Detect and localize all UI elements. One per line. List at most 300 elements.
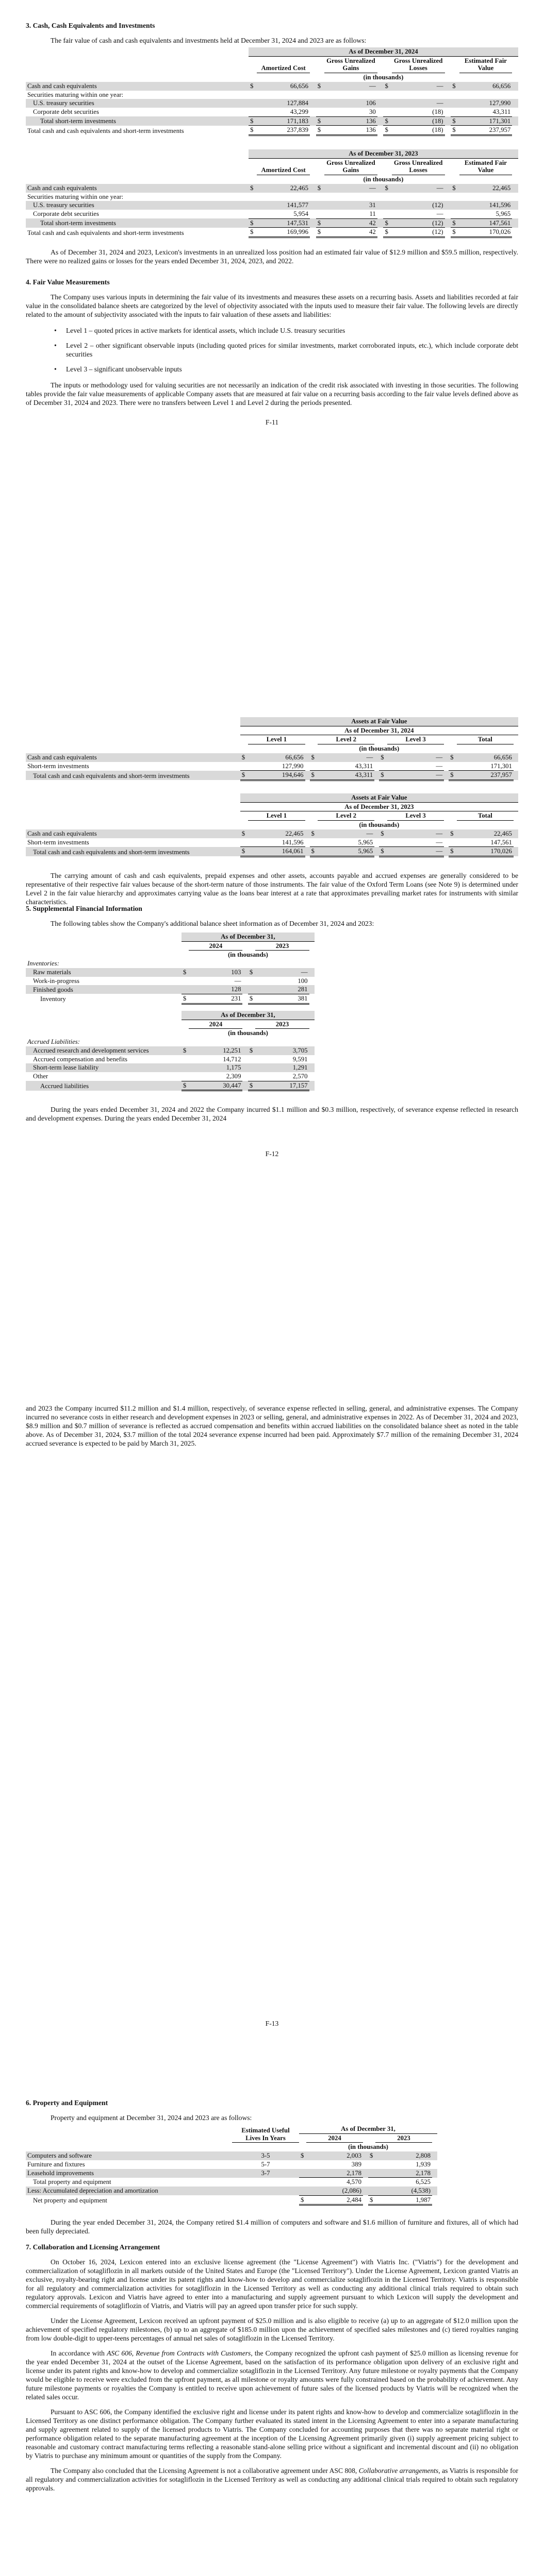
inv-cell: —	[301, 968, 308, 976]
fv24-cell: 127,990	[248, 762, 305, 771]
inv23-cell: 42	[324, 218, 377, 228]
note5-after1-text: During the years ended December 31, 2024 and 2022 the Company incurred $1.1 million and $0.3 million, respectively, of severance expense reflected in research and development expenses. During the years ended December 31, 2024	[26, 1106, 518, 1122]
table-cell	[310, 99, 316, 108]
table-cell: $	[248, 994, 256, 1004]
table-cell: $	[383, 228, 391, 238]
table-cell	[316, 201, 324, 210]
inv24-col-1: Amortized Cost	[257, 56, 310, 73]
table-cell	[242, 1046, 248, 1055]
table-cell: $	[383, 116, 391, 126]
pe-life: 5-7	[261, 2160, 270, 2168]
table-cell	[248, 941, 256, 951]
table-cell	[383, 210, 391, 218]
inv-cell: 100	[298, 977, 308, 985]
note5-heading: 5. Supplemental Financial Information	[26, 905, 142, 912]
note7-p4: Pursuant to ASC 606, the Company identified the exclusive right and license under its patent rights and know-how to develop and commercialize sotagliflozin in the Licensed Territory as one distinct performance obligation. The Company further evaluated its stated intent in the Licensing Agreement to enter into a separate manufacturing and supply agreement related to supply of the licensed products to Viatris. The Company concluded for accounting purposes that there was no separate material right or performance obligation related to the separate manufacturing agreement at the inception of the Licensing Agreement primarily given (i) supply agreement pricing subject to reasonable and customary contract manufacturing terms reflecting a reasonable stand-alone selling price without a significant and incremental discount and (ii) no obligation by Viatris to purchase any minimum amount or quantities of the supply from the Company.	[26, 2408, 518, 2460]
table-cell	[242, 994, 248, 1004]
fv24-col: Level 2	[318, 735, 374, 744]
table-cell	[299, 2160, 306, 2169]
page-number: F-11	[265, 418, 279, 426]
inv24-col-3: Gross Unrealized Losses	[392, 56, 445, 73]
table-cell	[451, 210, 459, 218]
inv24-cell: 127,884	[287, 99, 309, 107]
table-cell	[242, 941, 248, 951]
table-cell: $	[250, 82, 254, 90]
inv23-cell: (12)	[392, 228, 445, 238]
fv23-row-label: Short-term investments	[27, 839, 89, 846]
table-cell: $	[240, 847, 249, 857]
table-cell: $	[449, 847, 457, 857]
inv23-units: (in thousands)	[363, 176, 404, 183]
fv23-cell: 147,561	[457, 838, 514, 847]
acc-row-label: Accrued compensation and benefits	[33, 1055, 127, 1063]
table-cell	[445, 99, 451, 108]
inv24-cell: —	[369, 82, 376, 90]
table-cell	[432, 2160, 437, 2169]
fv23-title: Assets at Fair Value	[240, 793, 518, 802]
inv24-cell: 106	[366, 99, 376, 107]
table-cell	[249, 56, 257, 73]
table-cell	[309, 1020, 315, 1029]
inv-cell: 381	[255, 994, 309, 1004]
inv23-row-label: Total short-term investments	[40, 219, 116, 227]
table-cell	[26, 158, 249, 175]
table-cell	[182, 977, 189, 986]
inv24-cell: 171,301	[459, 116, 513, 126]
fv23-row-label: Total cash and cash equivalents and short-term investments	[33, 848, 190, 856]
page-number: F-12	[265, 1150, 279, 1158]
pe-col: 2023	[375, 2133, 432, 2143]
investments-2024-table	[26, 47, 518, 136]
pe-cell: (4,538)	[375, 2187, 432, 2195]
table-cell	[512, 158, 518, 175]
table-cell	[444, 838, 449, 847]
table-cell	[363, 2133, 368, 2143]
fv23-col: Level 2	[318, 811, 374, 821]
table-cell	[377, 201, 384, 210]
table-cell	[248, 1020, 256, 1029]
table-cell	[377, 228, 384, 238]
fv23-row-label: Cash and cash equivalents	[27, 829, 97, 837]
table-cell	[437, 2125, 518, 2133]
fv24-units: (in thousands)	[359, 745, 400, 753]
inv-cell: 128	[189, 985, 242, 994]
table-cell	[514, 811, 518, 821]
table-cell	[437, 2187, 518, 2195]
table-cell	[26, 811, 240, 821]
inv23-cell: 169,996	[257, 228, 310, 238]
table-cell	[240, 838, 249, 847]
table-cell	[368, 2178, 375, 2187]
table-cell	[182, 1020, 189, 1029]
table-cell	[309, 985, 315, 994]
table-cell	[242, 1055, 248, 1064]
inv24-cell: —	[436, 99, 443, 107]
table-cell	[374, 735, 379, 744]
table-cell	[316, 108, 324, 116]
table-cell	[377, 82, 384, 91]
acc-section-label: Accrued Liabilities:	[27, 1038, 80, 1046]
inv23-row-label: Cash and cash equivalents	[27, 184, 97, 192]
note4-section	[26, 278, 518, 408]
acc-cell: 2,570	[255, 1072, 309, 1081]
inv23-col-4: Estimated Fair Value	[459, 158, 513, 175]
table-cell	[514, 771, 518, 781]
table-cell	[449, 762, 457, 771]
table-cell	[374, 829, 379, 838]
table-cell	[310, 158, 316, 175]
table-cell	[299, 2187, 306, 2195]
table-cell: $	[370, 2152, 373, 2160]
table-cell	[363, 2178, 368, 2187]
inv24-col-4: Estimated Fair Value	[459, 56, 513, 73]
table-cell	[512, 210, 518, 218]
acc-cell: 3,705	[292, 1046, 308, 1054]
table-cell	[368, 2169, 375, 2178]
table-cell	[309, 1046, 315, 1055]
table-cell: $	[317, 82, 321, 90]
inv23-cell: 22,465	[492, 184, 511, 192]
inv23-cell: 5,965	[459, 210, 513, 218]
table-cell	[377, 158, 384, 175]
inv24-cell: 237,957	[459, 126, 513, 135]
table-cell	[26, 726, 240, 735]
note7-p5	[26, 2467, 518, 2493]
note7-heading: 7. Collaboration and Licensing Arrangement	[26, 2243, 160, 2251]
inv24-row-label: Total short-term investments	[40, 117, 116, 125]
table-cell	[248, 977, 256, 986]
table-cell	[26, 2143, 232, 2151]
table-cell: $	[368, 2195, 375, 2205]
table-cell: $	[249, 218, 257, 228]
inv-period: As of December 31,	[182, 933, 315, 941]
table-cell	[240, 735, 249, 744]
note5-after2-text: and 2023 the Company incurred $11.2 million and $1.4 million, respectively, of severance expense reflected in selling, general, and administrative expenses. The Company incurred no severance costs in either research and development expenses in 2023 or selling, general, and administrative expenses in 2022. As of December 31, 2024 and 2023, $8.9 million and $0.7 million of severance is reflected as accrued compensation and benefits within accrued liabilities on the consolidated balance sheet as noted in the table above. As of December 31, 2024, $3.7 million of the total 2024 severance expense incurred had been paid. Approximately $7.7 million of the remaining December 31, 2024 accrued severance is expected to be paid by March 31, 2025.	[26, 1404, 518, 1447]
inv23-row-label: U.S. treasury securities	[33, 201, 94, 209]
acc-col: 2024	[189, 1020, 242, 1029]
pe-units: (in thousands)	[348, 2143, 388, 2151]
table-cell: $	[240, 771, 249, 781]
inv23-cell: —	[369, 184, 376, 192]
pe-cell: 6,525	[416, 2178, 431, 2186]
inv-col: 2023	[255, 941, 309, 951]
table-cell	[182, 1072, 189, 1081]
table-cell	[310, 201, 316, 210]
fv23-cell: 22,465	[493, 829, 512, 837]
table-cell	[316, 99, 324, 108]
table-cell	[240, 811, 249, 821]
table-cell	[514, 753, 518, 762]
table-cell	[310, 116, 316, 126]
pe-cell: 4,570	[347, 2178, 361, 2186]
inv-cell: 103	[231, 968, 241, 976]
table-cell	[26, 735, 240, 744]
inv23-cell: 11	[324, 210, 377, 218]
table-cell	[432, 2133, 437, 2143]
page-f11	[0, 0, 544, 690]
fv24-cell: —	[366, 753, 373, 761]
note4-bullet: • Level 2 – other significant observable inputs (including quoted prices for similar investments, market corroborated inputs, etc.), which include corporate debt securities	[54, 341, 518, 358]
inv24-cell: 127,990	[489, 99, 511, 107]
table-cell	[309, 1081, 315, 1091]
table-cell	[309, 977, 315, 986]
pe-cell: 2,484	[306, 2195, 363, 2205]
table-cell	[449, 811, 457, 821]
note4-bullet-text: Level 3 – significant unobservable inputs	[66, 365, 182, 373]
inv-row-label: Inventory	[40, 995, 66, 1003]
table-cell: $	[249, 228, 257, 238]
table-cell	[444, 829, 449, 838]
table-cell	[445, 210, 451, 218]
page-number: F-13	[265, 2020, 279, 2027]
table-cell	[445, 126, 451, 135]
table-cell: $	[451, 116, 459, 126]
fv24-period: As of December 31, 2024	[240, 726, 518, 735]
table-cell	[514, 735, 518, 744]
table-cell	[26, 717, 240, 726]
table-cell: $	[183, 1046, 187, 1054]
inv23-cell: 31	[369, 201, 376, 209]
table-cell	[445, 82, 451, 91]
fv24-cell: 237,957	[457, 771, 514, 781]
table-cell	[242, 1081, 248, 1091]
acc-cell: 9,591	[292, 1055, 308, 1063]
inventories-table	[26, 933, 518, 1005]
acc-cell: 1,175	[226, 1064, 241, 1072]
note4-after-text: The carrying amount of cash and cash equivalents, prepaid expenses and other assets, accounts payable and accrued expenses are generally considered to be representative of their respective fair values because of the short-term nature of those instruments. The fair value of the Oxford Term Loans (see Note 9) is determined under Level 2 in the fair value hierarchy and approximates carrying value as the loans bear interest at a rate that approximates prevailing market rates for instruments with similar characteristics.	[26, 872, 518, 906]
table-cell	[248, 1072, 256, 1081]
page-f12	[0, 690, 544, 1381]
fair-value-2024-table	[26, 717, 518, 781]
table-cell	[305, 762, 310, 771]
table-cell	[232, 2143, 299, 2151]
pe-cell: (2,086)	[306, 2187, 363, 2195]
table-cell	[445, 116, 451, 126]
fv23-units: (in thousands)	[359, 821, 400, 829]
table-cell	[26, 821, 240, 829]
table-cell	[26, 47, 249, 56]
pe-cell: 2,178	[375, 2169, 432, 2178]
inv23-period: As of December 31, 2023	[249, 149, 518, 158]
inv23-col-3: Gross Unrealized Losses	[392, 158, 445, 175]
note6-after	[26, 2218, 518, 2236]
pe-row-label: Computers and software	[27, 2152, 92, 2160]
note4-p1: The Company uses various inputs in determining the fair value of its investments and measures these assets on a recurring basis. Assets and liabilities recorded at fair value in the consolidated balance sheets are categorized by the level of objectivity associated with the inputs used to measure their fair value. The following levels are directly related to the amount of subjectivity associated with the inputs to fair valuation of these assets and liabilities:	[26, 293, 518, 318]
table-cell	[248, 985, 256, 994]
inv23-cell: 141,596	[489, 201, 511, 209]
fv23-cell: 5,965	[318, 847, 374, 857]
acc-units: (in thousands)	[227, 1029, 268, 1037]
table-cell	[377, 56, 384, 73]
pe-cell: 2,808	[416, 2152, 431, 2160]
table-cell	[363, 2160, 368, 2169]
inv24-cell: (18)	[392, 116, 445, 126]
table-cell	[368, 2160, 375, 2169]
table-cell	[368, 2187, 375, 2195]
inv24-cell: 66,656	[492, 82, 511, 90]
inv-row-label: Raw materials	[33, 968, 71, 976]
table-cell	[26, 744, 240, 753]
inv24-units: (in thousands)	[363, 74, 404, 81]
table-cell: $	[241, 829, 245, 837]
table-cell	[363, 2195, 368, 2205]
inv23-col-2: Gross Unrealized Gains	[324, 158, 377, 175]
table-cell	[437, 2160, 518, 2169]
inv24-cell: 43,299	[257, 108, 310, 116]
table-cell: $	[183, 968, 187, 976]
table-cell	[432, 2151, 437, 2160]
table-cell	[445, 184, 451, 193]
fv24-row-label: Short-term investments	[27, 762, 89, 770]
pe-cell: 389	[351, 2160, 361, 2168]
table-cell	[248, 1055, 256, 1064]
inv-section-label: Inventories:	[27, 960, 59, 968]
inv23-cell: 22,465	[290, 184, 309, 192]
pe-row-label: Furniture and fixtures	[27, 2160, 85, 2168]
inv24-row-label: U.S. treasury securities	[33, 99, 94, 107]
table-cell	[309, 1063, 315, 1072]
inv23-cell: 42	[324, 228, 377, 238]
table-cell	[377, 184, 384, 193]
inv24-cell: 30	[324, 108, 377, 116]
table-cell	[249, 99, 257, 108]
inv24-row-label: Cash and cash equivalents	[27, 82, 97, 90]
table-cell: $	[299, 2195, 306, 2205]
inv24-row-label: Total cash and cash equivalents and short-term investments	[27, 127, 184, 134]
note3-after	[26, 248, 518, 266]
table-cell	[310, 126, 316, 135]
table-cell	[445, 108, 451, 116]
table-cell	[309, 941, 315, 951]
table-cell	[445, 56, 451, 73]
table-cell	[451, 108, 459, 116]
inv23-cell: —	[392, 210, 445, 218]
table-cell	[242, 968, 248, 977]
acc-row-label: Other	[33, 1073, 48, 1080]
note5-section	[26, 905, 518, 928]
table-cell: $	[249, 1046, 253, 1054]
page-f13	[0, 1381, 544, 2071]
table-cell	[249, 158, 257, 175]
table-cell	[310, 184, 316, 193]
acc-period: As of December 31,	[182, 1011, 315, 1020]
table-cell	[379, 735, 387, 744]
acc-cell: 12,251	[223, 1046, 241, 1054]
table-cell: $	[316, 126, 324, 135]
property-equipment-table	[26, 2125, 518, 2206]
table-cell	[182, 985, 189, 994]
table-cell: $	[250, 184, 254, 192]
note3-heading: 3. Cash, Cash Equivalents and Investments	[26, 22, 155, 29]
table-cell	[316, 56, 324, 73]
table-cell	[432, 2187, 437, 2195]
table-cell	[309, 1072, 315, 1081]
table-cell: $	[452, 184, 456, 192]
table-cell	[305, 753, 310, 762]
table-cell	[310, 838, 318, 847]
table-cell	[249, 91, 518, 99]
table-cell	[445, 158, 451, 175]
note6-heading: 6. Property and Equipment	[26, 2099, 108, 2107]
table-cell	[512, 228, 518, 238]
table-cell	[514, 847, 518, 857]
table-cell	[437, 2133, 518, 2143]
table-cell	[512, 126, 518, 135]
table-cell	[512, 99, 518, 108]
table-cell: $	[450, 753, 454, 761]
table-cell	[26, 793, 240, 802]
inv23-cell: 147,561	[459, 218, 513, 228]
pe-life: 3-5	[261, 2152, 270, 2160]
inv24-row-label: Corporate debt securities	[33, 108, 99, 116]
table-cell	[444, 811, 449, 821]
note3-intro: The fair value of cash and cash equivalents and investments held at December 31, 2024 and 2023 are as follows:	[51, 36, 367, 44]
table-cell: $	[379, 771, 387, 781]
note3-after-text: As of December 31, 2024 and 2023, Lexicon's investments in an unrealized loss position had an estimated fair value of $12.9 million and $59.5 million, respectively. There were no realized gains or losses for the years ended December 31, 2024, 2023, and 2022.	[26, 248, 518, 265]
fv23-cell: 5,965	[318, 838, 374, 847]
table-cell: $	[182, 994, 189, 1004]
fv24-row-label: Total cash and cash equivalents and short-term investments	[33, 772, 190, 779]
table-cell	[374, 771, 379, 781]
fv24-col: Level 3	[387, 735, 444, 744]
inv-units: (in thousands)	[227, 951, 268, 959]
table-cell	[374, 847, 379, 857]
fv24-cell: 43,311	[318, 771, 374, 781]
table-cell	[377, 108, 384, 116]
note3-section	[26, 22, 518, 45]
fair-value-2023-table	[26, 793, 518, 857]
table-cell	[444, 753, 449, 762]
accrued-liabilities-table	[26, 1011, 518, 1091]
note7-p1: On October 16, 2024, Lexicon entered into an exclusive license agreement (the "License Agreement") with Viatris Inc. ("Viatris") for the development and commercialization of sotagliflozin in all markets outside of the United States and Europe (the "Licensed Territory"). Under the License Agreement, Lexicon granted Viatris an exclusive, royalty-bearing right and license under its patent rights and know-how to develop and commercialize sotagliflozin in the Licensed Territory. Viatris is responsible for all regulatory and commercialization activities for sotagliflozin in the Licensed Territory as well as conducting any additional clinical trials required to obtain such regulatory approvals. Lexicon and Viatris have agreed to enter into a manufacturing and supply agreement pursuant to which Lexicon will supply the development and commercial requirements of sotagliflozin of Viatris, and Viatris will pay an agreed upon transfer price for such supply.	[26, 2258, 518, 2310]
table-cell	[249, 108, 257, 116]
pe-col: 2024	[306, 2133, 363, 2143]
inv-cell: 231	[189, 994, 242, 1004]
table-cell	[514, 762, 518, 771]
pe-period: As of December 31,	[299, 2125, 437, 2133]
table-cell	[299, 2169, 306, 2178]
fv23-cell: —	[366, 829, 373, 837]
table-cell: $	[449, 771, 457, 781]
table-cell	[445, 228, 451, 238]
table-cell	[437, 2195, 518, 2205]
pe-cell: 2,178	[306, 2169, 363, 2178]
table-cell: $	[452, 82, 456, 90]
table-cell	[310, 210, 316, 218]
table-cell	[514, 829, 518, 838]
table-cell	[309, 1055, 315, 1064]
table-cell: $	[316, 116, 324, 126]
table-cell	[316, 158, 324, 175]
table-cell	[383, 158, 391, 175]
fv24-cell: 66,656	[493, 753, 512, 761]
fv23-cell: —	[436, 829, 443, 837]
table-cell: $	[249, 126, 257, 135]
table-cell: $	[249, 968, 253, 976]
pe-row-label: Leasehold improvements	[27, 2170, 94, 2177]
table-cell	[444, 762, 449, 771]
inv23-col-1: Amortized Cost	[257, 158, 310, 175]
fv24-row-label: Cash and cash equivalents	[27, 753, 97, 761]
table-cell	[437, 2151, 518, 2160]
note7-p3-italic: ASC 606, Revenue from Contracts with Customers	[107, 2349, 251, 2357]
note6-intro: Property and equipment at December 31, 2024 and 2023 are as follows:	[51, 2113, 252, 2122]
table-cell: $	[451, 228, 459, 238]
table-cell	[310, 218, 316, 228]
inv24-cell: 171,183	[257, 116, 310, 126]
table-cell	[305, 838, 310, 847]
table-cell: $	[383, 218, 391, 228]
